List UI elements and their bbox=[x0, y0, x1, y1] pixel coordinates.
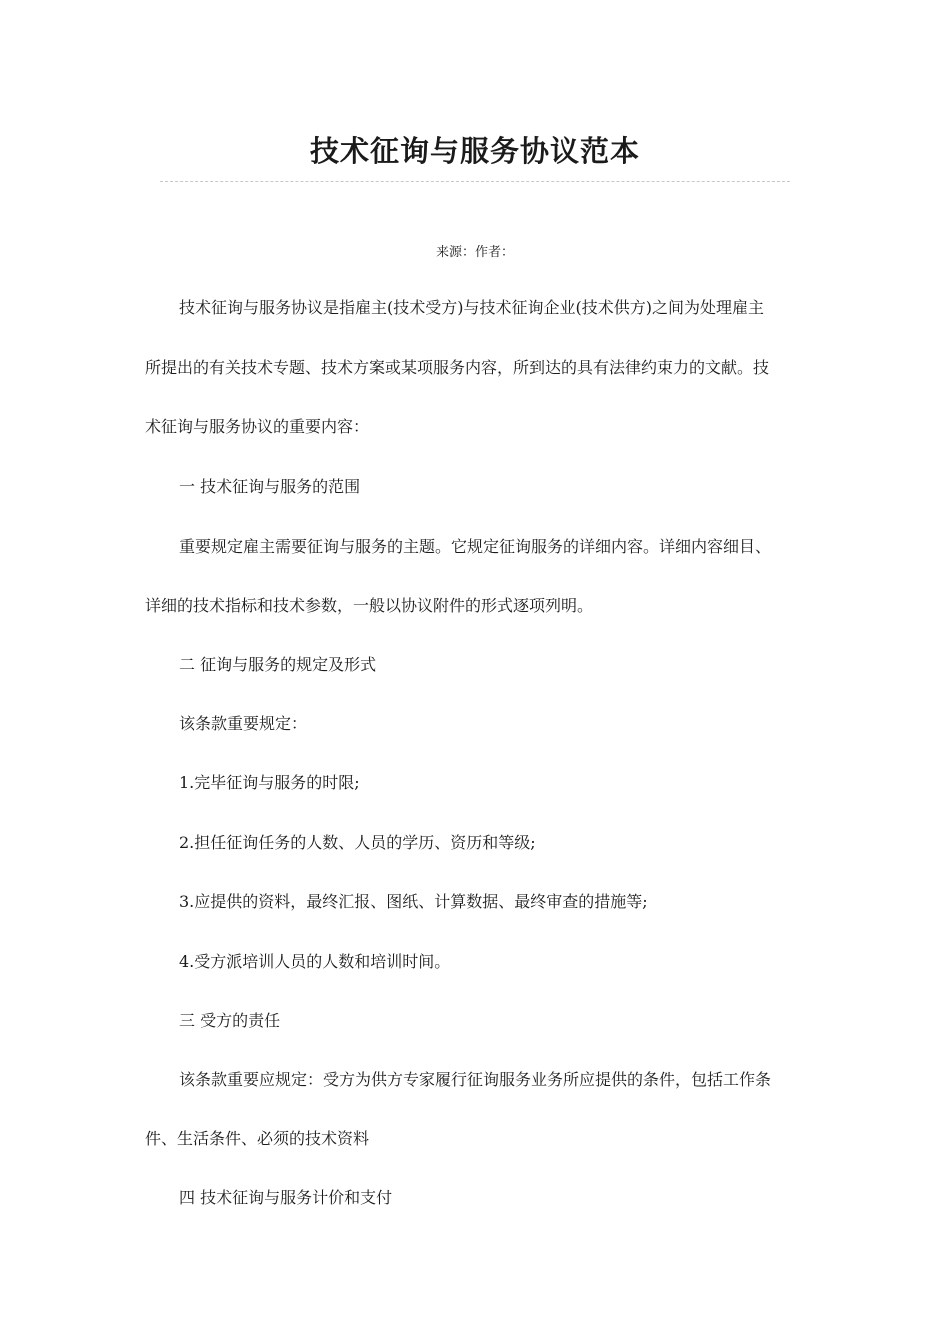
paragraph-line: 重要规定雇主需要征询与服务的主题。它规定征询服务的详细内容。详细内容细目、 bbox=[179, 537, 772, 556]
source-author-line: 来源：作者： bbox=[435, 245, 514, 260]
paragraph-line: 该条款重要规定： bbox=[179, 714, 308, 733]
section-heading: 一 技术征询与服务的范围 bbox=[179, 477, 361, 496]
list-item: 4.受方派培训人员的人数和培训时间。 bbox=[179, 952, 451, 971]
paragraph-line: 术征询与服务协议的重要内容： bbox=[145, 417, 370, 436]
section-heading: 四 技术征询与服务计价和支付 bbox=[179, 1188, 393, 1207]
paragraph-line: 技术征询与服务协议是指雇主(技术受方)与技术征询企业(技术供方)之间为处理雇主 bbox=[179, 298, 764, 317]
section-heading: 三 受方的责任 bbox=[179, 1011, 281, 1030]
paragraph-line: 详细的技术指标和技术参数，一般以协议附件的形式逐项列明。 bbox=[145, 596, 594, 615]
list-item: 3.应提供的资料，最终汇报、图纸、计算数据、最终审查的措施等; bbox=[179, 892, 648, 911]
paragraph-line: 所提出的有关技术专题、技术方案或某项服务内容，所到达的具有法律约束力的文献。技 bbox=[145, 358, 770, 377]
list-item: 2.担任征询任务的人数、人员的学历、资历和等级; bbox=[179, 833, 536, 852]
title-divider bbox=[160, 181, 790, 182]
list-item: 1.完毕征询与服务的时限; bbox=[179, 773, 360, 792]
paragraph-line: 件、生活条件、必须的技术资料 bbox=[145, 1129, 370, 1148]
section-heading: 二 征询与服务的规定及形式 bbox=[179, 655, 377, 674]
paragraph-line: 该条款重要应规定：受方为供方专家履行征询服务业务所应提供的条件，包括工作条 bbox=[179, 1070, 772, 1089]
document-title: 技术征询与服务协议范本 bbox=[309, 134, 640, 168]
